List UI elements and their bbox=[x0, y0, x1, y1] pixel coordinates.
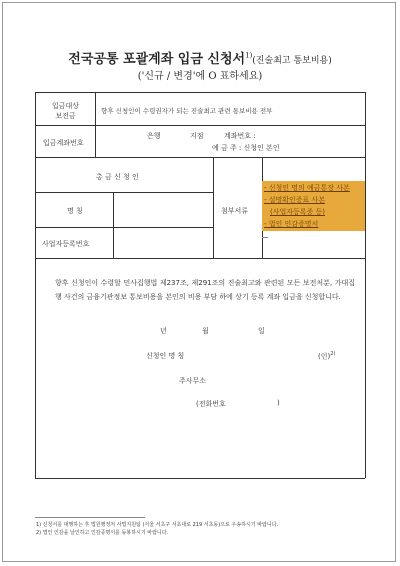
declaration-text: 향후 신청인이 수령할 민사집행법 제237조, 제291조의 진술최고와 관련된 모든 보전처분, 가대집행 사건의 금융기관정보 통보비용을 본인의 비용 부담 하에 상기 등록 계좌 입금을 신청합니다. bbox=[55, 279, 355, 301]
document-subtitle: ('신규 / 변경'에 O 표하세요) bbox=[137, 71, 263, 82]
date-day: 일 bbox=[258, 327, 265, 335]
table-right-border bbox=[365, 92, 366, 478]
account-number-label: 계좌번호 : bbox=[224, 132, 256, 140]
address-label: 주사무소 bbox=[179, 377, 207, 385]
date-month: 월 bbox=[202, 327, 209, 335]
branch-label: 지점 bbox=[190, 132, 204, 140]
table-col-divider bbox=[113, 192, 114, 258]
attachment-blank-line bbox=[262, 237, 268, 238]
title-paren: (진술최고 통보비용) bbox=[252, 56, 332, 66]
table-col-divider bbox=[213, 157, 214, 258]
table-col-divider bbox=[95, 92, 96, 157]
document-title: 전국공통 포괄계좌 입금 신청서$^{1)}$(진술최고 통보비용) bbox=[68, 51, 332, 67]
depositor-label: 예 금 주 : 신청인 본인 bbox=[212, 144, 280, 152]
phone-label: (전화번호 bbox=[196, 400, 226, 408]
attachment-item: - 신청인 명의 예금통장 사본 bbox=[264, 184, 350, 192]
bizno-label: 사업자등록번호 bbox=[42, 240, 90, 248]
table-row-divider bbox=[35, 192, 213, 193]
phone-close: ) bbox=[277, 399, 280, 407]
table-row-divider bbox=[35, 125, 365, 126]
row2-label: 입금계좌번호 bbox=[43, 139, 84, 147]
row1-value: 향후 신청인이 수령권자가 되는 진술최고 관련 통보비용 전부 bbox=[101, 107, 273, 115]
table-left-border bbox=[35, 92, 36, 478]
footnote: 2) 법인 인감을 날인하고 인감증명서를 동봉하시기 바랍니다. bbox=[36, 530, 169, 536]
table-bottom-border bbox=[35, 478, 365, 479]
title-footnote-marker: 1) bbox=[245, 51, 253, 60]
table-top-border bbox=[35, 92, 365, 93]
table-row-divider bbox=[35, 258, 365, 259]
attachment-item: - 설명확인증표 사본 bbox=[264, 196, 326, 204]
date-year: 년 bbox=[160, 327, 167, 335]
footnote-separator bbox=[35, 517, 145, 518]
row1-label: 입금대상 보전금 bbox=[52, 102, 80, 120]
applicant-header: 총 금 신 청 인 bbox=[96, 173, 139, 181]
attachment-item: (사업자등록증 등) bbox=[270, 208, 326, 216]
name-label: 명 칭 bbox=[67, 207, 83, 215]
bank-label: 은행 bbox=[147, 132, 161, 140]
table-row-divider bbox=[35, 227, 213, 228]
table-row-divider bbox=[35, 157, 365, 158]
attachment-item: - 법인 인감증명서 bbox=[264, 220, 319, 228]
footnote: 1) 신청서를 대행하는 후 법원행정처 사법지원팀 (서울 서초구 서초대로 219 서초동)으로 우송하시기 바랍니다. bbox=[36, 522, 279, 528]
applicant-name-label: 신청인 명 칭 bbox=[146, 352, 185, 360]
attachments-label: 첨부서류 bbox=[221, 207, 249, 215]
seal-mark: (인)$^{2)}$ bbox=[318, 351, 336, 361]
